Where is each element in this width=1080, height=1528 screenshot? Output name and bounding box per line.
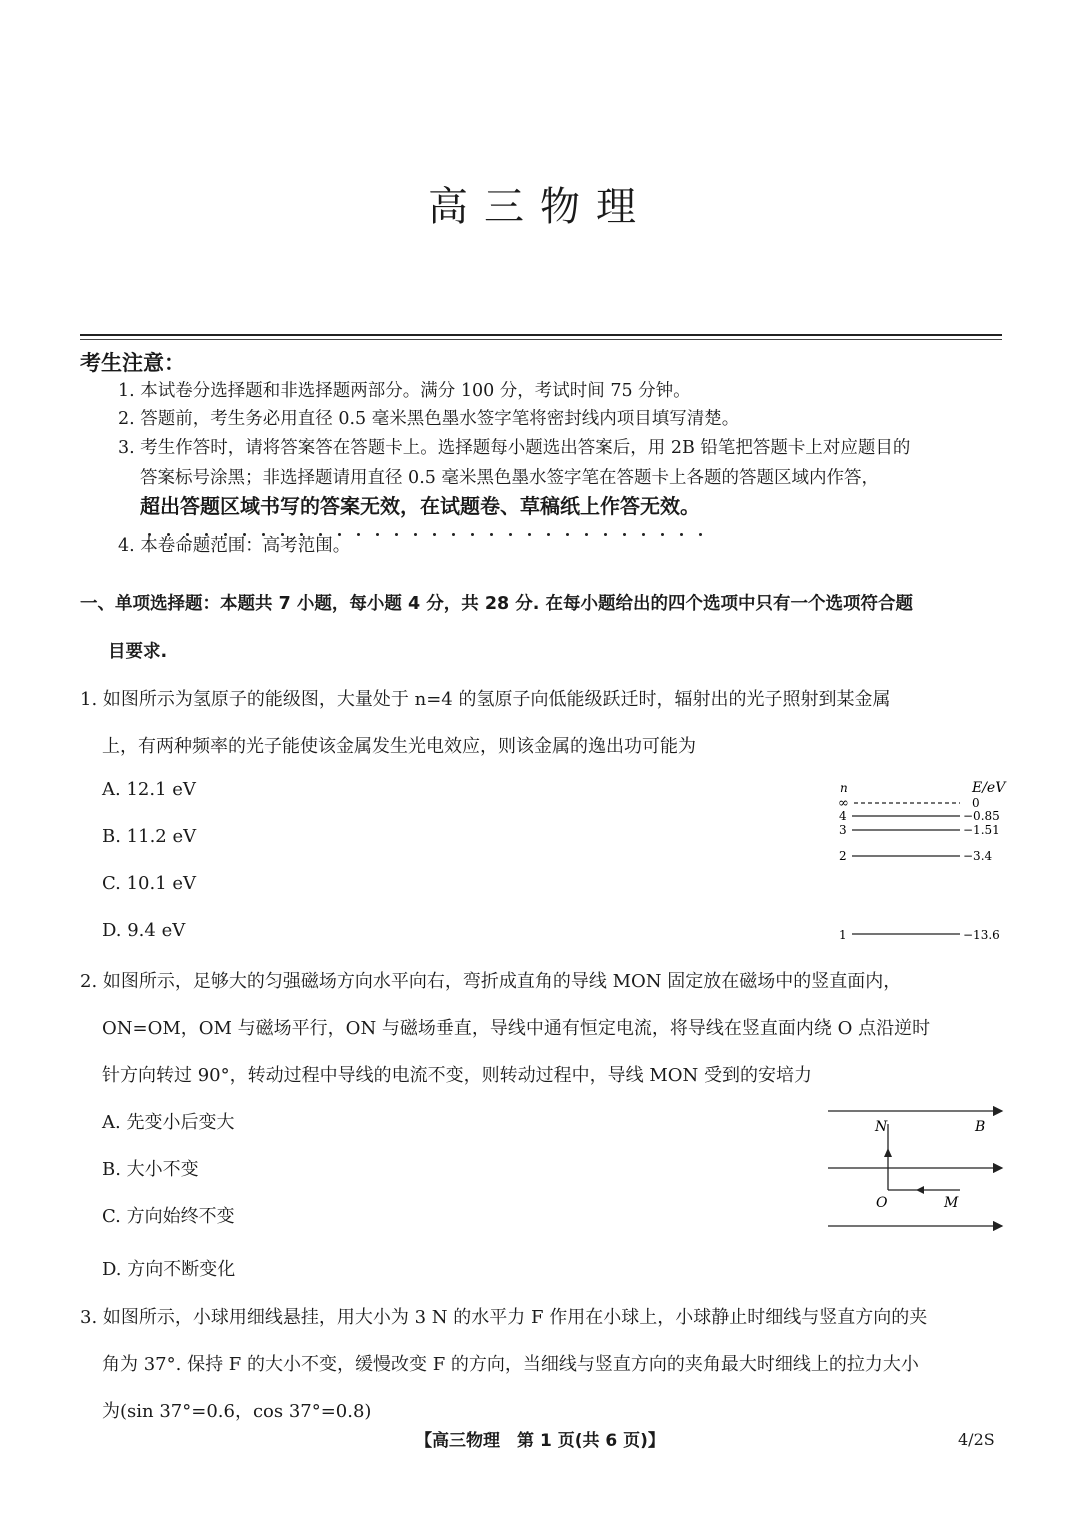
label-b: B [975,1119,986,1135]
q1-option-a: A. 12.1 eV [102,779,196,800]
current-arrow-up [884,1148,892,1157]
notice-item-1: 1. 本试卷分选择题和非选择题两部分。满分 100 分，考试时间 75 分钟。 [118,381,691,401]
page-title: 高三物理 [428,184,652,230]
notice-item-4: 4. 本卷命题范围：高考范围。 [118,536,351,556]
energy-axis-label: E/eV [972,780,1006,796]
notice-item-3-cont: 答案标号涂黑；非选择题请用直径 0.5 毫米黑色墨水签字笔在答题卡上各题的答题区域内作答， [140,468,879,488]
q1-option-b: B. 11.2 eV [102,826,197,847]
level-1-n: 1 [839,928,847,942]
q1-option-d: D. 9.4 eV [102,920,186,941]
level-3-e: −1.51 [963,823,1000,837]
emphasis-dots [148,521,748,527]
q2-stem-line1: 2. 如图所示，足够大的匀强磁场方向水平向右，弯折成直角的导线 MON 固定放在磁场中的竖直面内， [80,971,902,992]
q1-stem-line2: 上，有两种频率的光子能使该金属发生光电效应，则该金属的逸出功可能为 [102,736,696,757]
level-1-e: −13.6 [963,928,1000,942]
energy-level-diagram [830,772,1010,947]
label-n: N [875,1119,888,1135]
q2-option-c: C. 方向始终不变 [102,1206,235,1227]
header-rule-thin [80,339,1002,340]
page-footer: 【高三物理 第 1 页(共 6 页)】 [415,1431,665,1451]
q2-stem-line3: 针方向转过 90°，转动过程中导线的电流不变，则转动过程中，导线 MON 受到的安培力 [102,1065,813,1086]
level-inf-n: ∞ [838,796,849,811]
notice-item-2: 2. 答题前，考生务必用直径 0.5 毫米黑色墨水签字笔将密封线内项目填写清楚。 [118,409,740,429]
level-4-e: −0.85 [963,809,1000,823]
level-4-n: 4 [839,809,847,823]
level-3-n: 3 [839,823,847,837]
level-2-e: −3.4 [963,849,993,863]
label-o: O [876,1195,888,1211]
header-rule-thick [80,334,1002,336]
q2-stem-line2: ON=OM，OM 与磁场平行，ON 与磁场垂直，导线中通有恒定电流，将导线在竖直面内绕 O 点沿逆时 [102,1018,931,1039]
q1-option-c: C. 10.1 eV [102,873,197,894]
current-arrow-left [916,1186,924,1194]
notice-item-3-emphasis: 超出答题区域书写的答案无效，在试题卷、草稿纸上作答无效。 [140,494,700,518]
q2-option-b: B. 大小不变 [102,1159,199,1180]
section-heading-cont: 目要求. [108,642,168,662]
label-m: M [944,1195,959,1211]
section-heading: 一、单项选择题：本题共 7 小题，每小题 4 分，共 28 分. 在每小题给出的四个选项中只有一个选项符合题 [80,594,913,614]
q3-stem-line3: 为(sin 37°=0.6，cos 37°=0.8) [102,1401,372,1422]
q2-option-a: A. 先变小后变大 [102,1112,235,1133]
q1-stem-line1: 1. 如图所示为氢原子的能级图，大量处于 n=4 的氢原子向低能级跃迁时，辐射出的光子照射到某金属 [80,689,891,710]
level-2-n: 2 [839,849,847,863]
q3-stem-line2: 角为 37°. 保持 F 的大小不变，缓慢改变 F 的方向，当细线与竖直方向的夹角最大时细线上的拉力大小 [102,1354,919,1375]
n-axis-label: n [840,781,848,795]
q3-stem-line1: 3. 如图所示，小球用细线悬挂，用大小为 3 N 的水平力 F 作用在小球上，小球静止时细线与竖直方向的夹 [80,1307,928,1328]
notice-heading: 考生注意： [80,351,185,375]
notice-item-3: 3. 考生作答时，请将答案答在答题卡上。选择题每小题选出答案后，用 2B 铅笔把答题卡上对应题目的 [118,438,911,458]
page-code: 4/2S [958,1430,995,1449]
magnetic-field-diagram [820,1100,1010,1235]
level-inf-e: 0 [972,796,980,810]
q2-option-d: D. 方向不断变化 [102,1259,236,1280]
